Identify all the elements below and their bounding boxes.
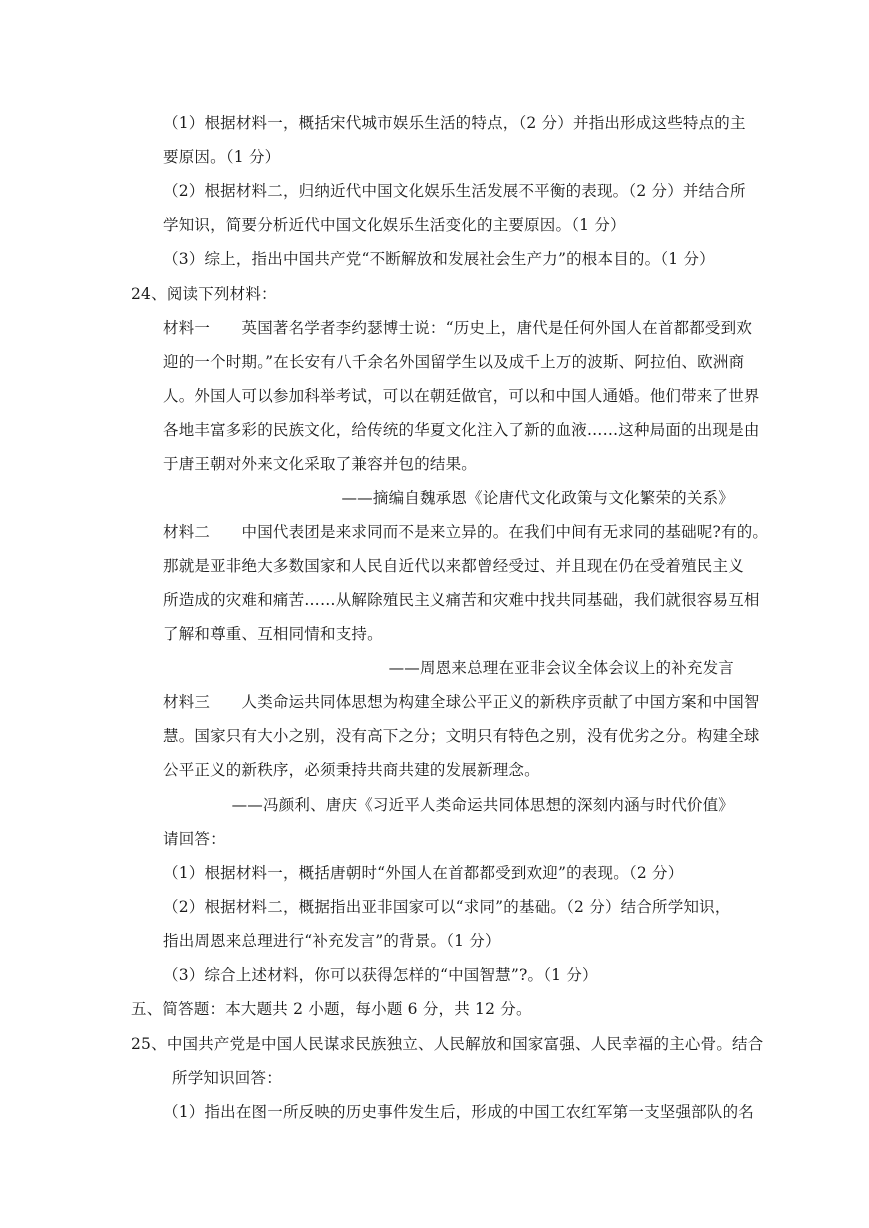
text-line: （1）指出在图一所反映的历史事件发生后，形成的中国工农红军第一支坚强部队的名 bbox=[163, 1103, 754, 1121]
text-line: 各地丰富多彩的民族文化，给传统的华夏文化注入了新的血液……这种局面的出现是由 bbox=[163, 421, 760, 439]
text-line: 指出周恩来总理进行“补充发言”的背景。（1 分） bbox=[163, 932, 501, 950]
text-line: 慧。国家只有大小之别，没有高下之分；文明只有特色之别，没有优劣之分。构建全球 bbox=[163, 727, 760, 745]
text-line: （2）根据材料二，归纳近代中国文化娱乐生活发展不平衡的表现。（2 分）并结合所 bbox=[163, 182, 746, 200]
section-heading: 五、简答题：本大题共 2 小题，每小题 6 分，共 12 分。 bbox=[131, 1000, 532, 1018]
question-heading: 25、中国共产党是中国人民谋求民族独立、人民解放和国家富强、人民幸福的主心骨。结合 bbox=[131, 1035, 764, 1053]
text-line: （1）根据材料一，概括唐朝时“外国人在首都都受到欢迎”的表现。（2 分） bbox=[163, 864, 684, 882]
text-line: 材料二 中国代表团是来求同而不是来立异的。在我们中间有无求同的基础呢?有的。 bbox=[163, 523, 769, 541]
source-citation: ——周恩来总理在亚非会议全体会议上的补充发言 bbox=[388, 659, 734, 677]
text-line: 材料三 人类命运共同体思想为构建全球公平正义的新秩序贡献了中国方案和中国智 bbox=[163, 693, 760, 711]
text-line: （3）综上，指出中国共产党“不断解放和发展社会生产力”的根本目的。（1 分） bbox=[163, 250, 715, 268]
text-line: （1）根据材料一，概括宋代城市娱乐生活的特点，（2 分）并指出形成这些特点的主 bbox=[163, 114, 746, 132]
text-line: 那就是亚非绝大多数国家和人民自近代以来都曾经受过、并且现在仍在受着殖民主义 bbox=[163, 557, 744, 575]
source-citation: ——摘编自魏承恩《论唐代文化政策与文化繁荣的关系》 bbox=[341, 489, 734, 507]
question-heading: 24、阅读下列材料： bbox=[131, 285, 277, 303]
text-line: 请回答： bbox=[163, 830, 226, 848]
text-line: 材料一 英国著名学者李约瑟博士说：“历史上，唐代是任何外国人在首都都受到欢 bbox=[163, 319, 753, 337]
text-line: 了解和尊重、互相同情和支持。 bbox=[163, 625, 383, 643]
text-line: 学知识，简要分析近代中国文化娱乐生活变化的主要原因。（1 分） bbox=[163, 216, 626, 234]
text-line: 于唐王朝对外来文化采取了兼容并包的结果。 bbox=[163, 455, 478, 473]
text-line: 人。外国人可以参加科举考试，可以在朝廷做官，可以和中国人通婚。他们带来了世界 bbox=[163, 387, 760, 405]
text-line: 要原因。（1 分） bbox=[163, 148, 281, 166]
text-line: （3）综合上述材料，你可以获得怎样的“中国智慧”?。（1 分） bbox=[163, 966, 598, 984]
text-line: 迎的一个时期。”在长安有八千余名外国留学生以及成千上万的波斯、阿拉伯、欧洲商 bbox=[163, 353, 745, 371]
text-line: 公平正义的新秩序，必须秉持共商共建的发展新理念。 bbox=[163, 761, 540, 779]
text-line: 所学知识回答： bbox=[172, 1069, 282, 1087]
source-citation: ——冯颜利、唐庆《习近平人类命运共同体思想的深刻内涵与时代价值》 bbox=[231, 796, 734, 814]
text-line: （2）根据材料二，概据指出亚非国家可以“求同”的基础。（2 分）结合所学知识， bbox=[163, 898, 731, 916]
text-line: 所造成的灾难和痛苦……从解除殖民主义痛苦和灾难中找共同基础，我们就很容易互相 bbox=[163, 591, 760, 609]
